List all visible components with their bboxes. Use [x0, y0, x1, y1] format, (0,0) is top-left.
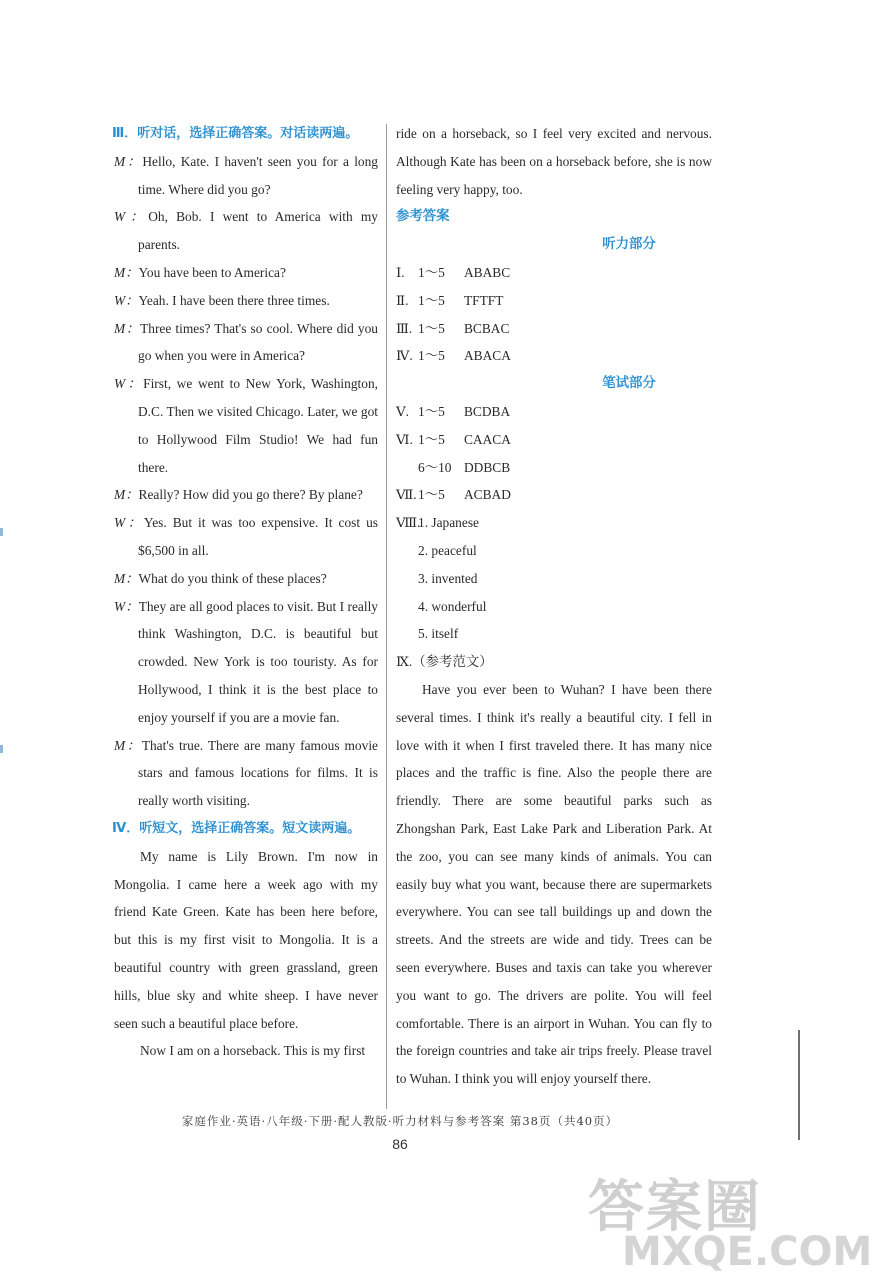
answer-row — [396, 398, 712, 426]
dialogue-line — [114, 593, 378, 732]
answers: DDBCB — [464, 459, 511, 475]
dialogue-line — [114, 509, 378, 565]
page-footer: 家庭作业·英语·八年级·下册·配人教版·听力材料与参考答案 第38页（共40页） — [181, 1114, 619, 1128]
section-3-heading: Ⅲ．听对话，选择正确答案。对话读两遍。 — [112, 126, 359, 141]
speaker: M： — [114, 737, 142, 753]
speaker: W： — [114, 376, 144, 392]
watermark-url: MXQE.COM — [622, 1229, 872, 1275]
left-edge-mark — [0, 528, 3, 536]
word-answer: 3. invented — [418, 570, 478, 586]
dialogue-line — [114, 148, 378, 204]
dialogue-line — [114, 259, 378, 287]
section-number: Ⅴ. — [396, 403, 410, 419]
section-number: Ⅳ. — [396, 348, 413, 364]
written-answers — [396, 398, 712, 509]
speaker: W： — [114, 209, 149, 225]
answer-row — [396, 315, 712, 343]
answer-row — [396, 342, 712, 370]
word-answer: 5. itself — [418, 626, 459, 642]
section-number: Ⅲ. — [396, 320, 413, 336]
left-column — [114, 120, 378, 1065]
answer-row — [396, 454, 712, 482]
speaker: M： — [114, 570, 139, 586]
answer-row — [396, 287, 712, 315]
answers: ABABC — [464, 264, 511, 280]
speaker: M： — [114, 487, 139, 503]
section-8-answers — [396, 509, 712, 648]
line-text: Hello, Kate. I haven't seen you for a long time. Where did you go? — [138, 153, 378, 197]
line-text: You have been to America? — [138, 264, 286, 280]
question-range: 6～10 — [418, 459, 452, 475]
answers: CAACA — [464, 431, 511, 447]
line-text: First, we went to New York, Washington, D.C. Then we visited Chicago. Later, we got to Hollywood Film Studio! We had fun there. — [138, 376, 379, 475]
speaker: W： — [114, 515, 144, 531]
word-answer: 4. wonderful — [418, 598, 487, 614]
speaker: M： — [114, 153, 143, 169]
question-range: 1～5 — [418, 292, 445, 308]
question-range: 1～5 — [418, 320, 445, 336]
answer-row — [396, 259, 712, 287]
passage-paragraph: Now I am on a horseback. This is my first — [140, 1043, 366, 1059]
sample-essay: Have you ever been to Wuhan? I have been there several times. I think it's really a beautiful city. I fell in love with it when I first traveled there. It has many nice places and the traffic is fine. Also the people there are friendly. There are some beautiful parks such as Zhongshan Park, East Lake Park and Liberation Park. At the zoo, you can see many kinds of animals. You can easily buy what you want, because there are supermarkets everywhere. You can see tall buildings up and down the streets. And the streets are wide and tidy. Trees can be seen everywhere. Buses and taxis can take you wherever you want to go. The drivers are polite. You will feel comfortable. There is an airport in Wuhan. You can fly to the foreign countries and take air trips freely. Please travel to Wuhan. I think you will enjoy yourself there. — [396, 681, 712, 1087]
listening-answers — [396, 259, 712, 370]
dialogue-line — [114, 315, 378, 371]
section-9-title: Ⅸ.（参考范文） — [396, 654, 493, 670]
dialogue-line — [114, 203, 378, 259]
question-range: 1～5 — [418, 431, 445, 447]
answer-row — [396, 426, 712, 454]
section-number: Ⅰ. — [396, 264, 405, 280]
listening-part-title: 听力部分 — [602, 237, 656, 253]
dialogue-line — [114, 732, 378, 815]
line-text: What do you think of these places? — [138, 570, 327, 586]
watermark-logo-text: 答案圈 — [588, 1175, 762, 1240]
answers: TFTFT — [464, 292, 504, 308]
question-range: 1～5 — [418, 403, 445, 419]
line-text: Really? How did you go there? By plane? — [138, 487, 363, 503]
left-edge-mark — [0, 745, 3, 753]
line-text: Yeah. I have been there three times. — [138, 292, 330, 308]
question-range: 1～5 — [418, 487, 445, 503]
dialogue-line — [114, 565, 378, 593]
question-range: 1～5 — [418, 348, 445, 364]
dialogue-line — [114, 287, 378, 315]
answer-row — [396, 481, 712, 509]
dialogue — [114, 148, 378, 815]
page-number: 86 — [392, 1136, 408, 1152]
answers: ABACA — [464, 348, 511, 364]
line-text: Oh, Bob. I went to America with my parents. — [138, 209, 378, 253]
speaker: W： — [114, 292, 139, 308]
dialogue-line — [114, 481, 378, 509]
answers: BCBAC — [464, 320, 510, 336]
dialogue-line — [114, 370, 378, 481]
watermark — [588, 1163, 872, 1275]
speaker: W： — [114, 598, 139, 614]
column-divider — [386, 124, 387, 1109]
line-text: Three times? That's so cool. Where did you go when you were in America? — [138, 320, 378, 364]
answer-key-title: 参考答案 — [396, 209, 450, 225]
section-number: Ⅶ. — [396, 487, 417, 503]
answers: BCDBA — [464, 403, 511, 419]
line-text: They are all good places to visit. But I really think Washington, D.C. is beautiful but crowded. New York is too touristy. As for Hollywood, I think it is the best place to enjoy yourself if you are a movie fan. — [138, 598, 379, 725]
speaker: M： — [114, 320, 141, 336]
passage-paragraph: My name is Lily Brown. I'm now in Mongolia. I came here a week ago with my friend Kate Green. Kate has been here before, but this is my first visit to Mongolia. It is a beautiful country with green grassland, green hills, blue sky and white sheep. I have never seen such a beautiful place before. — [114, 848, 378, 1031]
word-answer: 1. Japanese — [418, 515, 479, 531]
passage-continuation: ride on a horseback, so I feel very excited and nervous. Although Kate has been on a horseback before, she is now feeling very happy, too. — [396, 126, 712, 197]
written-part-title: 笔试部分 — [602, 376, 656, 392]
question-range: 1～5 — [418, 264, 445, 280]
word-answer: 2. peaceful — [418, 542, 477, 558]
speaker: M： — [114, 264, 139, 280]
right-column — [396, 120, 712, 1093]
section-number: Ⅵ. — [396, 431, 413, 447]
section-number: Ⅱ. — [396, 292, 409, 308]
line-text: That's true. There are many famous movie stars and famous locations for films. It is really worth visiting. — [138, 737, 378, 809]
section-4-heading: Ⅳ．听短文，选择正确答案。短文读两遍。 — [112, 820, 361, 836]
section-number: Ⅷ. — [396, 515, 421, 531]
answers: ACBAD — [464, 487, 511, 503]
line-text: Yes. But it was too expensive. It cost us $6,500 in all. — [138, 515, 378, 558]
